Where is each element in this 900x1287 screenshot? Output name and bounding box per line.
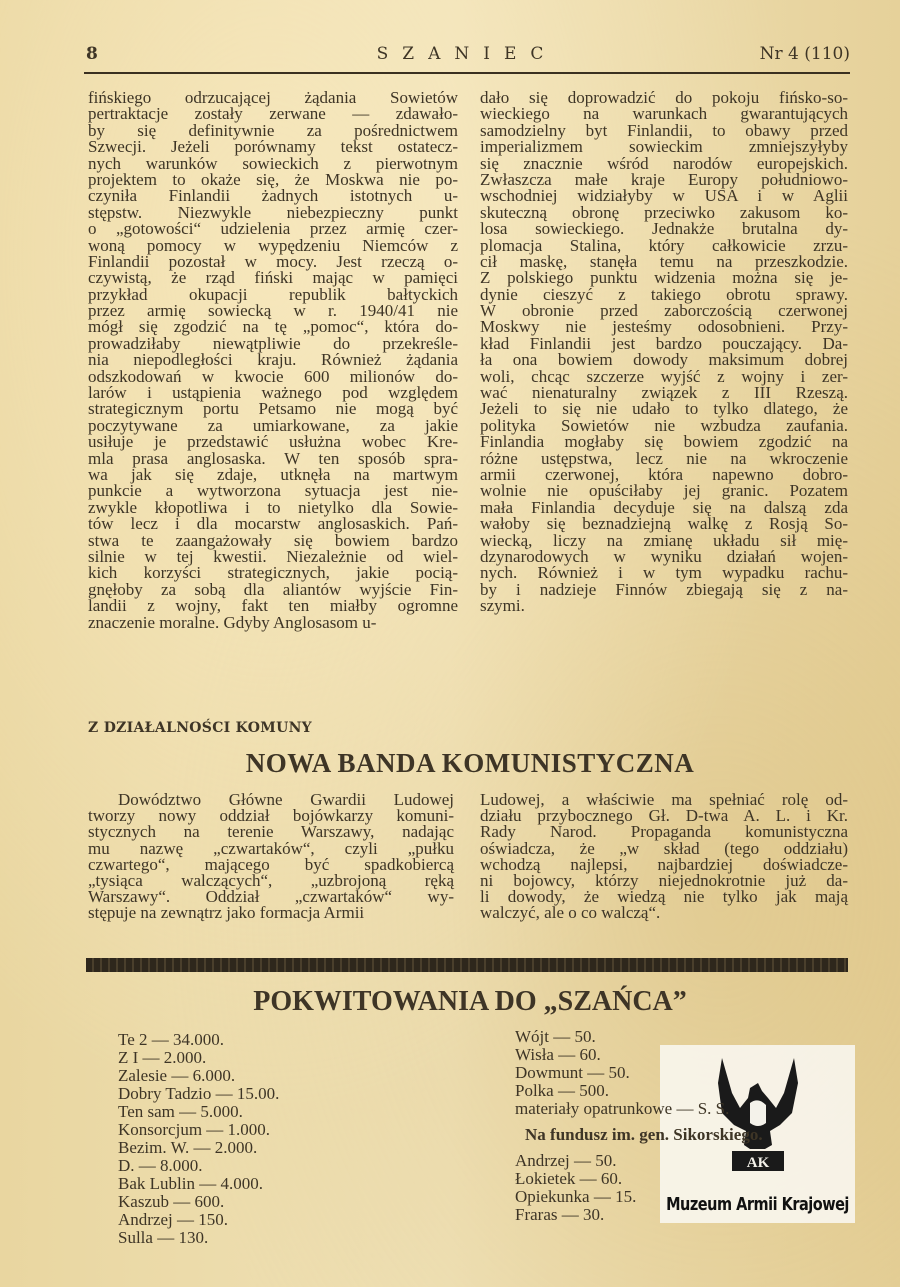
text-line: stycznych na terenie Warszawy, nadając (88, 822, 454, 842)
article1-column-right (480, 90, 848, 615)
text-line: czwartego“, mającego być spadkobiercą (88, 854, 454, 874)
text-line: li dowody, że wiedzą nie tylko jak mają (480, 887, 848, 907)
list-item: Dowmunt — 50. (515, 1063, 630, 1082)
text-line: Rady Narod. Propaganda komunistyczna (480, 822, 848, 842)
text-line: mógł się zgodzić na tę „pomoc“, która do- (88, 317, 458, 337)
article2-column-left (88, 792, 454, 922)
text-line: przez armię sowiecką w r. 1940/41 nie (88, 301, 458, 321)
text-line: plomacja Stalina, który całkowicie zrzu- (480, 235, 848, 255)
text-line: znaczenie moralne. Gdyby Anglosasom u- (88, 612, 377, 632)
text-line: mała Finlandia decyduje się na dalszą zda (480, 497, 848, 517)
text-line: landii z wojny, fakt ten miałby ogromne (88, 596, 458, 616)
list-item: Bezim. W. — 2.000. (118, 1138, 258, 1157)
list-item: Andrzej — 150. (118, 1210, 229, 1229)
text-line: czywistą, że rząd fiński mając w pamięci (88, 268, 458, 288)
list-item: Ten sam — 5.000. (118, 1102, 243, 1121)
list-item: Dobry Tadzio — 15.00. (118, 1084, 280, 1103)
fund-heading: Na fundusz im. gen. Sikorskiego. (525, 1125, 763, 1144)
publication-title: SZANIEC (376, 44, 558, 64)
list-item: Sulla — 130. (118, 1228, 209, 1247)
text-line: samodzielny byt Finlandii, to obawy przed (480, 120, 848, 140)
receipts-title: POKWITOWANIA DO „SZAŃCA” (253, 986, 687, 1017)
text-line: woli, chcąc szczerze wyjść z wojny i zer- (480, 366, 848, 386)
list-item: Polka — 500. (515, 1081, 609, 1100)
text-line: nych warunków sowieckich z pierwotnym (88, 153, 458, 173)
list-item: Te 2 — 34.000. (118, 1030, 224, 1049)
list-item: Wójt — 50. (515, 1027, 596, 1046)
text-line: mu nazwę „czwartaków“, czyli „pułku (88, 838, 454, 858)
list-item: Wisła — 60. (515, 1045, 601, 1064)
text-line: pertraktacje zostały zerwane — zdawało- (88, 104, 458, 124)
page-header (82, 44, 852, 68)
text-line: cił maskę, stanęła temu na przeszkodzie. (480, 251, 848, 271)
header-rule (84, 72, 850, 74)
text-line: Finlandii pozostał w mocy. Jest rzeczą o- (88, 251, 458, 271)
list-item: Opiekunka — 15. (515, 1187, 637, 1206)
text-line: losa sowieckiego. Jednakże brutalna dy- (480, 219, 848, 239)
text-line: woną pomocy w wypędzeniu Niemców z (88, 235, 458, 255)
text-line: zwykle kłopotliwa i to nietylko dla Sowie- (88, 497, 458, 517)
list-item: Fraras — 30. (515, 1205, 605, 1224)
article-title: NOWA BANDA KOMUNISTYCZNA (245, 748, 695, 778)
text-line: tworzy nowy oddział bojówkarzy komuni- (88, 806, 454, 826)
section-heading: Z DZIAŁALNOŚCI KOMUNY (88, 720, 312, 736)
text-line: dało się doprowadzić do pokoju fińsko-so- (480, 88, 848, 107)
text-line: wiecką, liczy na zmianę układu sił mię- (480, 530, 848, 550)
text-line: oświadcza, że „w skład (tego oddziału) (480, 838, 848, 858)
text-line: ła ona bowiem dowody maksimum dobrej (480, 350, 848, 370)
text-line: by i nadzieje Finnów zbiegają się z na- (480, 579, 848, 599)
text-line: kich korzyści strategicznych, jakie pocią- (88, 563, 458, 583)
text-line: Ludowej, a właściwie ma spełniać rolę od- (480, 790, 848, 809)
text-line: wać nienaturalny związek z III Rzeszą. (480, 383, 848, 403)
text-line: wschodniej widziałyby w USA i w Aglii (480, 186, 848, 206)
text-line: przykład okupacji republik bałtyckich (88, 284, 458, 304)
text-line: by się definitywnie za pośrednictwem (88, 120, 458, 140)
receipts-list (515, 1028, 763, 1118)
list-item: materiały opatrunkowe — S. S. (515, 1099, 730, 1118)
list-item: Konsorcjum — 1.000. (118, 1120, 271, 1139)
text-line: poczytywane za umiarkowane, za jakie (88, 415, 458, 435)
text-line: szymi. (480, 596, 525, 616)
text-line: wa jak się zdaje, utknęła na martwym (88, 464, 458, 484)
receipts-list-left (118, 1031, 279, 1247)
fund-list (515, 1152, 763, 1224)
museum-caption: Muzeum Armii Krajowej (666, 1195, 849, 1215)
text-line: czyniła Finlandii żadnych istotnych u- (88, 186, 458, 206)
receipts-list-right (515, 1028, 763, 1224)
text-line: dynie cieszyć z takiego obrotu sprawy. (480, 284, 848, 304)
text-line: ni bojowcy, którzy niejednokrotnie już da- (480, 870, 848, 890)
text-line: larów i ustąpienia ważnego pod względem (88, 383, 458, 403)
text-line: nych. Również i w tym wypadku rachu- (480, 563, 848, 583)
text-line: wchodzą najlepsi, najbardziej doświadcze- (480, 854, 848, 874)
list-item: D. — 8.000. (118, 1156, 203, 1175)
list-item: Kaszub — 600. (118, 1192, 225, 1211)
text-line: stwa te zaangażowały się bowiem bardzo (88, 530, 458, 550)
list-item: Łokietek — 60. (515, 1169, 623, 1188)
article1-column-left (88, 90, 458, 631)
text-line: różne ustępstwa, lecz nie na wkroczenie (480, 448, 848, 468)
list-item: Andrzej — 50. (515, 1151, 617, 1170)
text-line: kład Finlandii jest bardzo pouczający. Da- (480, 333, 848, 353)
text-line: silnie w tej kwestii. Niezależnie od wiel- (88, 546, 458, 566)
text-line: W obronie przed zaborczością czerwonej (480, 301, 848, 321)
text-line: armii czerwonej, która napewno dobro- (480, 464, 848, 484)
list-item: Bak Lublin — 4.000. (118, 1174, 263, 1193)
text-line: wałoby się beznadziejną walkę z Rosją So- (480, 514, 848, 534)
text-line: mla prasa anglosaska. W ten sposób spra- (88, 448, 458, 468)
text-line: punkcie a wytworzona sytuacja jest nie- (88, 481, 458, 501)
separator-band (86, 958, 848, 972)
text-line: odszkodowań w kwocie 600 milionów do- (88, 366, 458, 386)
text-line: usiłuje je przedstawić usłużna wobec Kre- (88, 432, 458, 452)
text-line: Zwłaszcza małe kraje Europy południowo- (480, 169, 848, 189)
text-line: Szwecji. Jeżeli porównamy tekst ostatecz- (88, 137, 458, 157)
emblem-text: AK (746, 1155, 770, 1171)
text-line: stępuje na zewnątrz jako formacja Armii (88, 903, 365, 923)
text-line: imperializmem sowieckim zmniejszyłyby (480, 137, 848, 157)
text-line: Finlandia mogłaby się bowiem zgodzić na (480, 432, 848, 452)
text-line: Warszawy“. Oddział „czwartaków“ wy- (88, 887, 454, 907)
text-line: o „gotowości“ udzielenia przez armię czer- (88, 219, 458, 239)
article2-column-right (480, 792, 848, 922)
text-line: fińskiego odrzucającej żądania Sowietów (88, 88, 458, 107)
text-line: „tysiąca walczących“, „uzbrojoną ręką (88, 870, 454, 890)
text-line: stępstw. Niezwykle niebezpieczny punkt (88, 202, 458, 222)
text-line: walczyć, ale o co walczą“. (480, 903, 661, 923)
text-line: Dowództwo Główne Gwardii Ludowej (118, 790, 454, 809)
text-line: się znacznie wśród narodów europejskich. (480, 153, 848, 173)
text-line: działu przybocznego Gł. D-twa A. L. i Kr. (480, 806, 848, 826)
list-item: Z I — 2.000. (118, 1048, 207, 1067)
text-line: Jeżeli to się nie udało to tylko dlatego, że (480, 399, 848, 419)
text-line: projektem to okaże się, że Moskwa nie po- (88, 169, 458, 189)
issue-number: Nr 4 (110) (759, 44, 850, 64)
text-line: polityka Sowietów nie wzbudza zaufania. (480, 415, 848, 435)
page-number: 8 (86, 44, 98, 64)
text-line: Z polskiego punktu widzenia można się je- (480, 268, 848, 288)
text-line: dzynarodowych w wyniku działań wojen- (480, 546, 848, 566)
text-line: nia niepodległości kraju. Również żądania (88, 350, 458, 370)
text-line: skuteczną obronę przeciwko zakusom ko- (480, 202, 848, 222)
text-line: gnęłoby za sobą dla aliantów wyjście Fin- (88, 579, 458, 599)
text-line: wieckiego na warunkach gwarantujących (480, 104, 848, 124)
list-item: Zalesie — 6.000. (118, 1066, 236, 1085)
text-line: wolnie nie opuściłaby jej granic. Pozatem (480, 481, 848, 501)
text-line: prowadziłaby niewątpliwie do przekreśle- (88, 333, 458, 353)
text-line: strategicznym portu Petsamo nie mogą być (88, 399, 458, 419)
text-line: Moskwy nie jesteśmy odosobnieni. Przy- (480, 317, 848, 337)
text-line: tów lecz i dla mocarstw anglosaskich. Pań- (88, 514, 458, 534)
